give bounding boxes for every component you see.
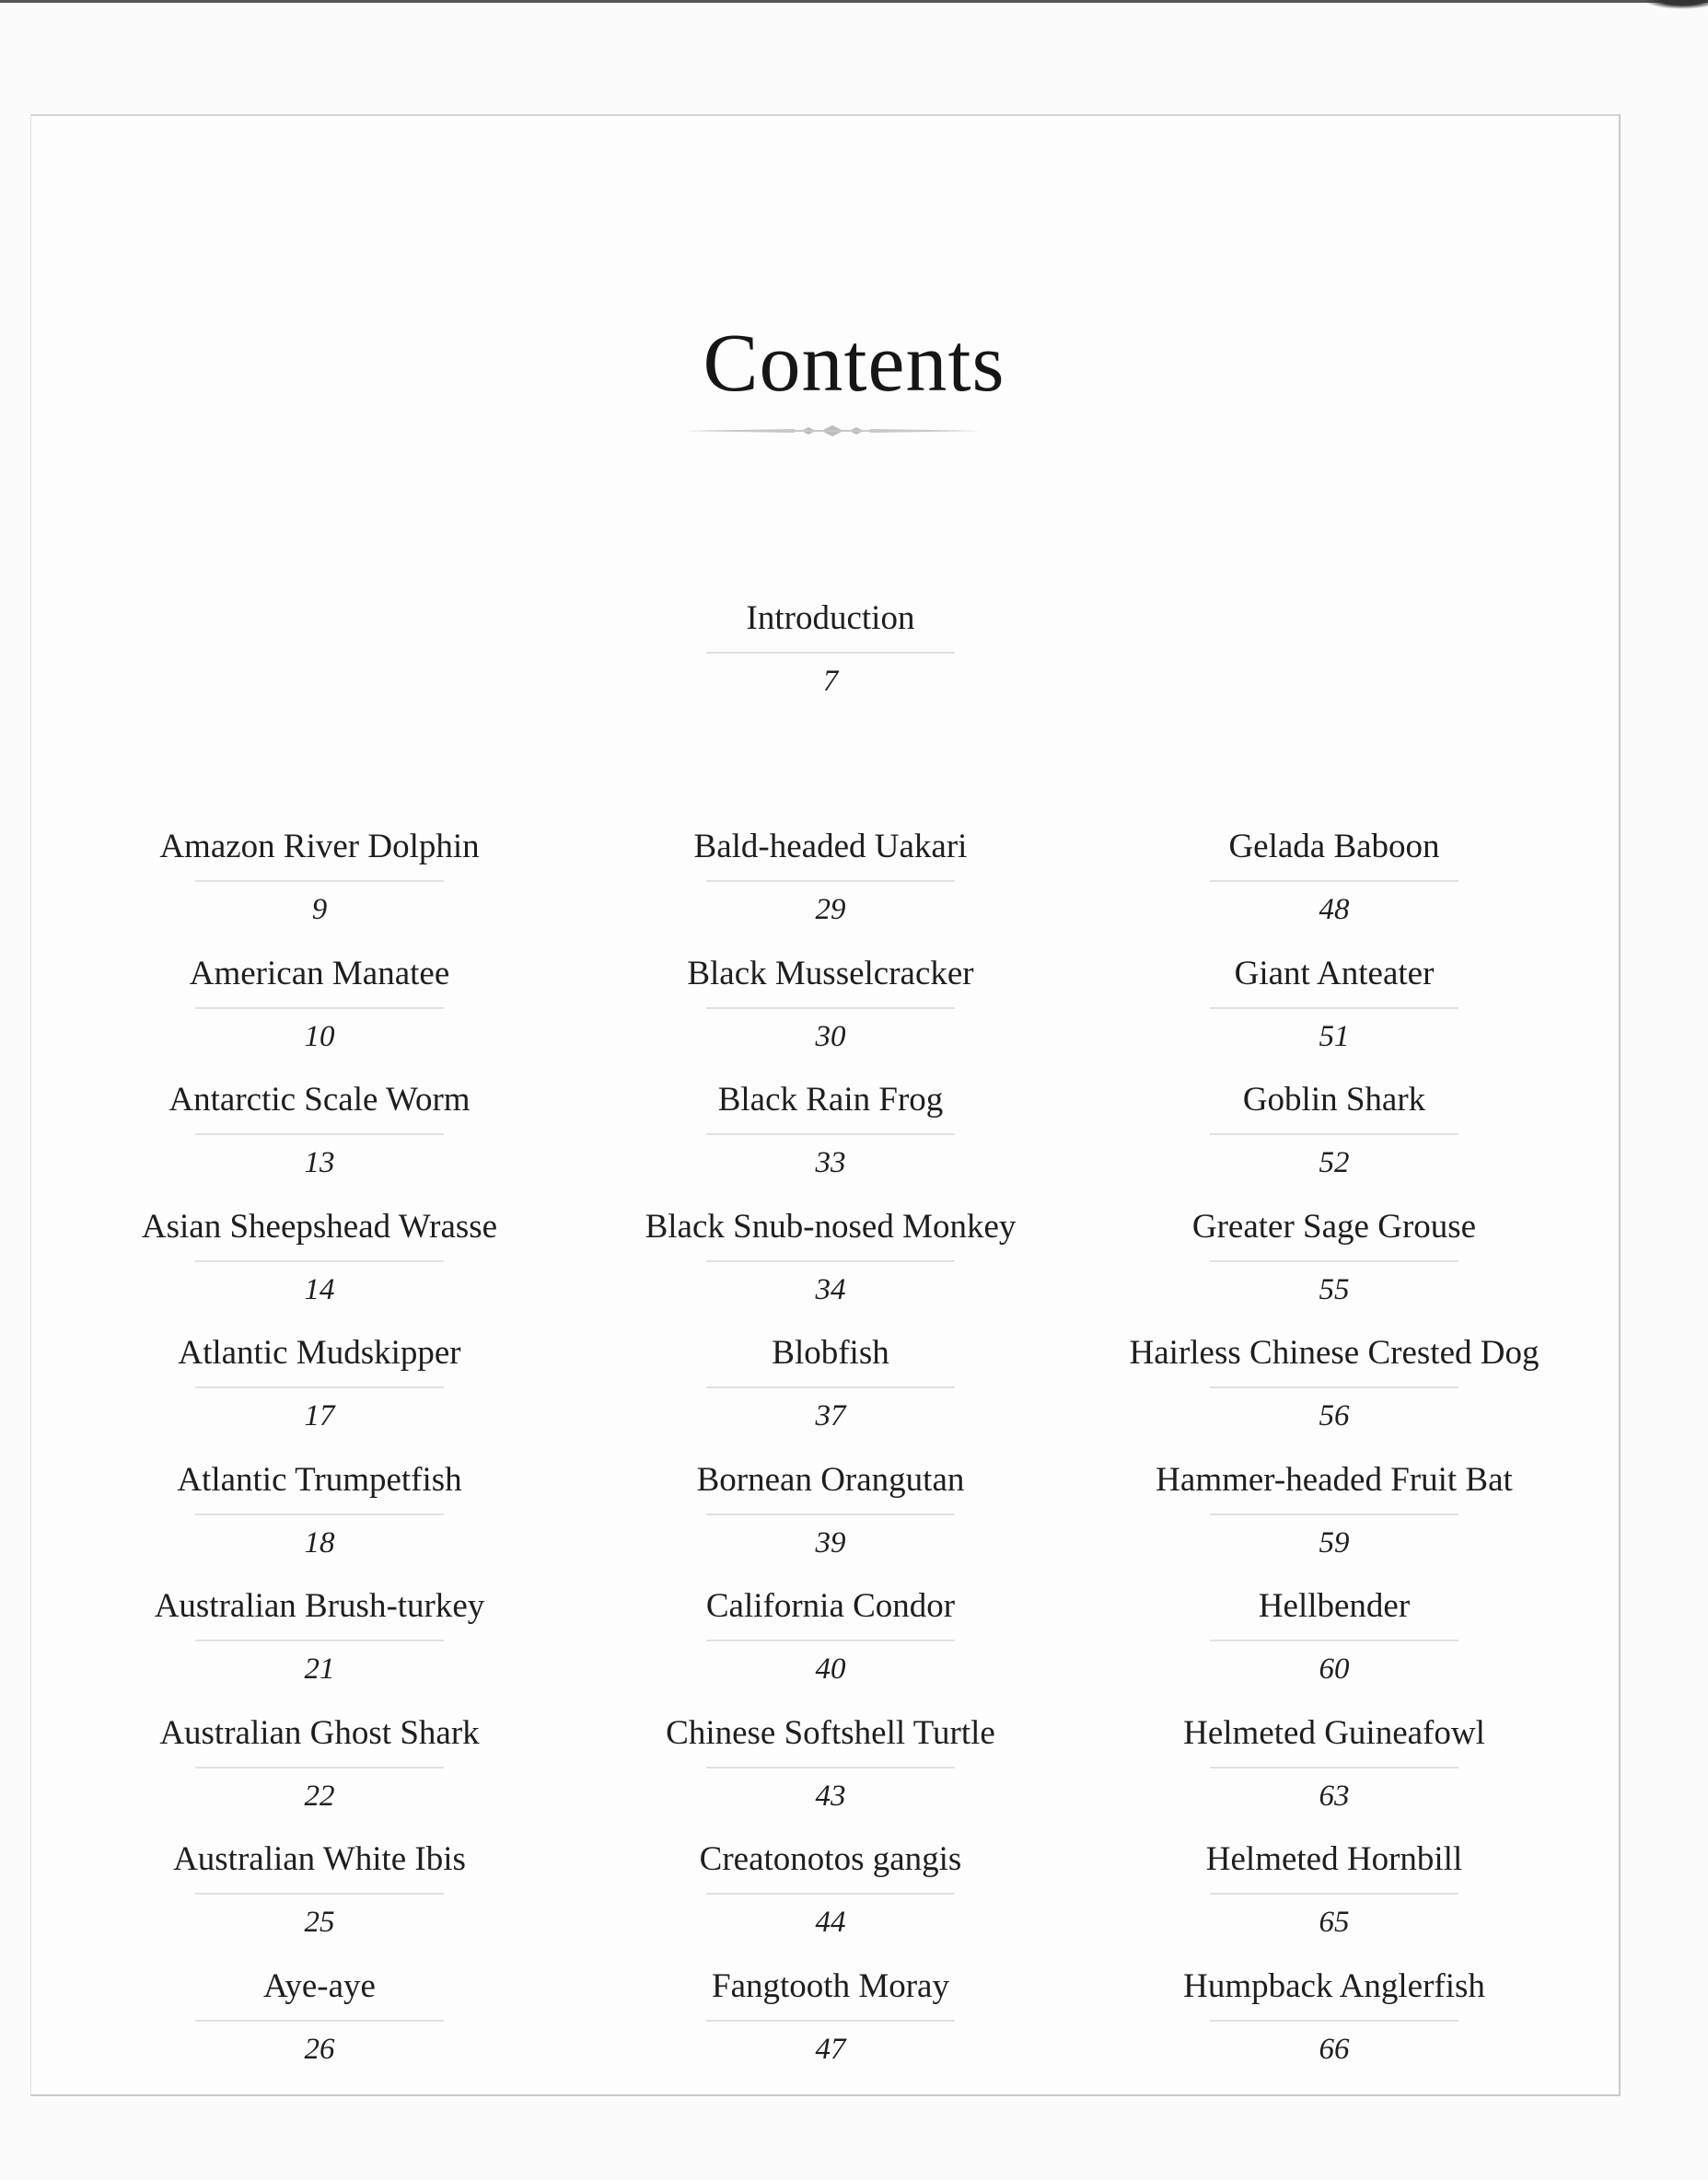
- divider: [195, 1133, 444, 1135]
- entry-title: Black Snub-nosed Monkey: [645, 1207, 1017, 1246]
- divider: [1210, 1260, 1458, 1262]
- entry-page-number: 51: [1319, 1019, 1350, 1053]
- entry-page-number: 34: [815, 1272, 846, 1306]
- scan-edge: [0, 0, 1708, 3]
- entry-page-number: 65: [1319, 1906, 1350, 1939]
- toc-column-3: [1058, 827, 1610, 2093]
- entry-page-number: 17: [304, 1399, 335, 1432]
- toc-entry[interactable]: [554, 1586, 1107, 1713]
- entry-page-number: 25: [304, 1906, 335, 1939]
- toc-entry[interactable]: [554, 1460, 1107, 1587]
- divider: [1210, 2020, 1458, 2022]
- entry-title: Helmeted Hornbill: [1205, 1840, 1463, 1878]
- entry-page-number: 9: [311, 893, 328, 926]
- entry-page-number: 66: [1319, 2032, 1350, 2066]
- divider: [195, 1513, 444, 1515]
- entry-page-number: 22: [304, 1779, 335, 1813]
- page-title: Contents: [703, 318, 1005, 409]
- toc-entry[interactable]: [43, 1839, 596, 1966]
- divider: [195, 880, 444, 882]
- divider: [195, 1386, 444, 1388]
- entry-page-number: 52: [1319, 1146, 1350, 1179]
- entry-title: Bald-headed Uakari: [693, 828, 968, 865]
- toc-entry[interactable]: [43, 1713, 596, 1840]
- entry-page-number: 21: [304, 1652, 335, 1686]
- toc-entry[interactable]: [43, 1586, 596, 1713]
- divider: [1210, 1893, 1458, 1895]
- toc-entry-introduction[interactable]: [646, 598, 1015, 700]
- entry-page-number: 43: [815, 1779, 846, 1813]
- scan-shadow: [1644, 0, 1708, 9]
- entry-title: Hellbender: [1258, 1587, 1411, 1625]
- entry-page-number: 60: [1319, 1652, 1350, 1686]
- toc-entry[interactable]: [1058, 1207, 1610, 1334]
- toc-entry[interactable]: [554, 1966, 1107, 2093]
- entry-title: Hairless Chinese Crested Dog: [1129, 1334, 1540, 1372]
- entry-title: Australian Ghost Shark: [159, 1713, 480, 1752]
- entry-title: Black Rain Frog: [717, 1081, 944, 1119]
- divider: [706, 1007, 955, 1009]
- toc-entry[interactable]: [43, 954, 596, 1081]
- entry-page-number: 30: [815, 1019, 846, 1053]
- divider: [195, 1767, 444, 1768]
- divider: [1210, 1640, 1458, 1641]
- entry-title: Giant Anteater: [1234, 954, 1435, 992]
- toc-entry[interactable]: [554, 1839, 1107, 1966]
- entry-page-number: 47: [815, 2032, 846, 2066]
- entry-page-number: 59: [1319, 1525, 1350, 1560]
- entry-title: Gelada Baboon: [1228, 828, 1440, 865]
- toc-entry[interactable]: [43, 1333, 596, 1460]
- entry-page-number: 48: [1319, 893, 1350, 926]
- entry-page-number: 26: [304, 2032, 335, 2066]
- entry-title: Atlantic Mudskipper: [178, 1334, 461, 1372]
- toc-entry[interactable]: [554, 1207, 1107, 1334]
- toc-entry[interactable]: [554, 1713, 1107, 1840]
- toc-entry[interactable]: [1058, 1586, 1610, 1713]
- entry-title: Black Musselcracker: [687, 954, 974, 992]
- entry-page-number: 39: [815, 1525, 846, 1560]
- toc-entry[interactable]: [554, 827, 1107, 954]
- divider: [1210, 1133, 1458, 1135]
- divider: [1210, 1007, 1458, 1009]
- toc-entry[interactable]: [1058, 1713, 1610, 1840]
- divider: [1210, 1386, 1458, 1388]
- toc-entry[interactable]: [1058, 1966, 1610, 2093]
- entry-title: Chinese Softshell Turtle: [666, 1713, 995, 1752]
- entry-title: Australian Brush-turkey: [154, 1587, 485, 1625]
- toc-entry[interactable]: [43, 827, 596, 954]
- entry-page-number: 55: [1319, 1272, 1350, 1306]
- entry-title: Greater Sage Grouse: [1191, 1207, 1477, 1246]
- divider: [1210, 1767, 1458, 1768]
- divider: [1210, 880, 1458, 882]
- entry-page-number: 10: [304, 1019, 335, 1053]
- entry-page-number: 63: [1319, 1779, 1350, 1813]
- entry-title: Asian Sheepshead Wrasse: [141, 1207, 498, 1246]
- entry-title: Introduction: [746, 599, 915, 637]
- divider: [706, 880, 955, 882]
- divider: [706, 1893, 955, 1895]
- divider: [706, 1767, 955, 1768]
- toc-entry[interactable]: [554, 1333, 1107, 1460]
- divider: [706, 652, 955, 654]
- divider: [195, 2020, 444, 2022]
- ornament-divider: [683, 425, 982, 436]
- toc-entry[interactable]: [43, 1966, 596, 2093]
- entry-title: Atlantic Trumpetfish: [177, 1460, 462, 1499]
- divider: [706, 1386, 955, 1388]
- entry-title: Creatonotos gangis: [699, 1840, 962, 1878]
- entry-title: Bornean Orangutan: [696, 1460, 965, 1499]
- divider: [195, 1640, 444, 1641]
- entry-title: Goblin Shark: [1242, 1081, 1426, 1119]
- toc-entry[interactable]: [1058, 954, 1610, 1081]
- toc-entry[interactable]: [43, 1460, 596, 1587]
- toc-entry[interactable]: [1058, 1333, 1610, 1460]
- entry-title: Antarctic Scale Worm: [168, 1081, 471, 1119]
- entry-page-number: 18: [304, 1525, 335, 1560]
- divider: [195, 1893, 444, 1895]
- entry-page-number: 40: [815, 1652, 846, 1686]
- entry-title: Hammer-headed Fruit Bat: [1156, 1460, 1513, 1499]
- entry-title: Fangtooth Moray: [712, 1966, 949, 2005]
- toc-column-2: [554, 827, 1107, 2093]
- divider: [706, 1133, 955, 1135]
- toc-entry[interactable]: [554, 1080, 1107, 1207]
- entry-page-number: 56: [1319, 1399, 1350, 1432]
- entry-page-number: 13: [304, 1146, 335, 1179]
- toc-entry[interactable]: [1058, 827, 1610, 954]
- toc-column-1: [43, 827, 596, 2093]
- divider: [706, 1513, 955, 1515]
- entry-page-number: 14: [304, 1272, 335, 1306]
- divider: [195, 1260, 444, 1262]
- toc-entry[interactable]: [1058, 1460, 1610, 1587]
- entry-page-number: 37: [815, 1399, 846, 1432]
- entry-title: Blobfish: [772, 1334, 889, 1372]
- entry-title: Humpback Anglerfish: [1183, 1966, 1485, 2005]
- divider: [706, 2020, 955, 2022]
- toc-entry[interactable]: [1058, 1080, 1610, 1207]
- entry-title: Amazon River Dolphin: [159, 828, 480, 865]
- entry-title: Australian White Ibis: [173, 1840, 466, 1878]
- entry-title: California Condor: [705, 1587, 956, 1625]
- divider: [195, 1007, 444, 1009]
- entry-title: American Manatee: [189, 954, 450, 992]
- entry-title: Helmeted Guineafowl: [1183, 1713, 1485, 1752]
- toc-entry[interactable]: [43, 1080, 596, 1207]
- entry-page-number: 44: [815, 1906, 846, 1939]
- divider: [706, 1260, 955, 1262]
- toc-entry[interactable]: [43, 1207, 596, 1334]
- toc-entry[interactable]: [554, 954, 1107, 1081]
- entry-page-number: 7: [822, 665, 839, 698]
- divider: [706, 1640, 955, 1641]
- divider: [1210, 1513, 1458, 1515]
- entry-title: Aye-aye: [263, 1966, 376, 2005]
- entry-page-number: 29: [815, 893, 846, 926]
- toc-entry[interactable]: [1058, 1839, 1610, 1966]
- entry-page-number: 33: [815, 1146, 846, 1179]
